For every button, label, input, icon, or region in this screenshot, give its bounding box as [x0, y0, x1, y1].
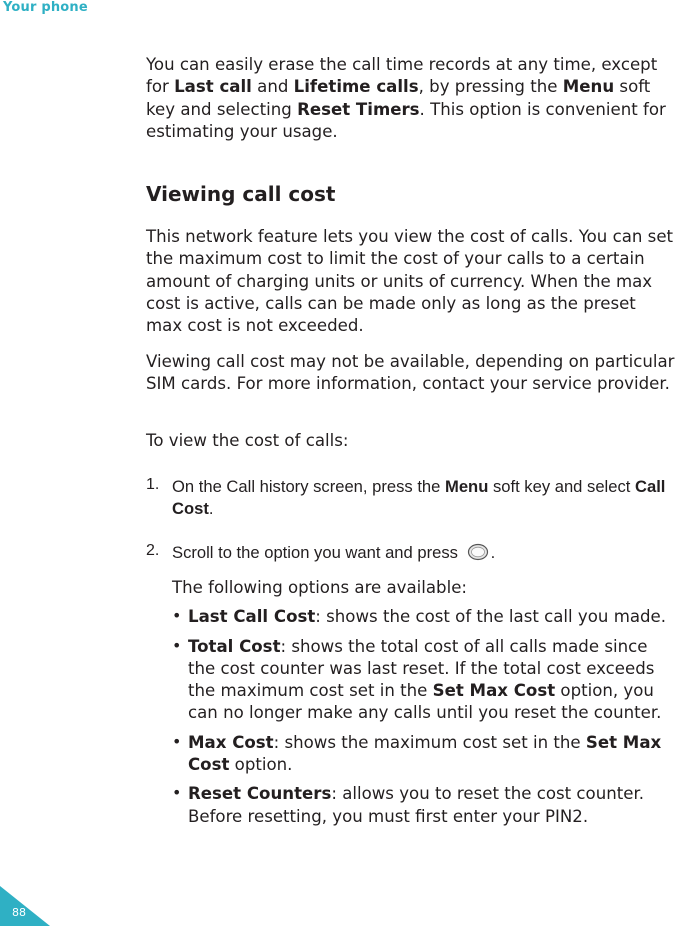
step-1-text-c: .: [208, 499, 214, 519]
bullet-dot: •: [172, 783, 182, 803]
option-desc: : allows you to reset the cost counter. Before resetting, you must first enter your PIN2.: [188, 784, 645, 826]
option-name: Max Cost: [188, 732, 274, 752]
intro-bold-menu: Menu: [562, 77, 615, 97]
bullet-dot: •: [172, 731, 182, 751]
option-desc-a: : shows the total cost of all calls made since the cost counter was last reset. If the total cost exceeds the maximum cost set in the: [188, 636, 655, 701]
option-desc: : shows the cost of the last call you made.: [315, 607, 667, 627]
intro-text-2: and: [251, 77, 294, 97]
step-1-bold-menu: Menu: [445, 477, 489, 496]
option-last-call-cost: [172, 606, 675, 628]
intro-text-4: soft key and selecting: [146, 77, 651, 119]
step-1-text: [172, 476, 675, 521]
step-2: [146, 542, 675, 564]
section-paragraph-2: Viewing call cost may not be available, depending on particular SIM cards. For more information, contact your service provider.: [146, 352, 675, 394]
page-number: 88: [12, 906, 26, 919]
step-1: [146, 476, 675, 521]
step-2-text-a: Scroll to the option you want and press: [172, 543, 463, 562]
section-heading: Viewing call cost: [146, 182, 336, 206]
ok-button-icon: [467, 543, 489, 561]
step-2-text-b: .: [490, 543, 496, 562]
option-bold-ref: Set Max Cost: [432, 681, 556, 701]
bullet-dot: •: [172, 635, 182, 655]
step-2-text: [172, 542, 675, 564]
bullet-dot: •: [172, 606, 182, 626]
step-2-number: 2.: [146, 542, 160, 559]
option-bold-ref: Set Max Cost: [188, 732, 662, 775]
options-block: [172, 577, 675, 828]
step-1-text-a: On the Call history screen, press the: [172, 477, 445, 496]
option-name: Reset Counters: [188, 784, 332, 804]
option-desc-b: option, you can no longer make any calls until you reset the counter.: [188, 681, 662, 723]
section-paragraph-1: This network feature lets you view the cost of calls. You can set the maximum cost to limit the cost of your calls to a certain amount of charging units or units of currency. When the max cost is active, calls can be made only as long as the preset max cost is not exceeded.: [146, 227, 674, 336]
option-total-cost: [172, 636, 675, 725]
intro-text-5: . This option is convenient for estimating your usage.: [146, 99, 666, 141]
intro-text-1: You can easily erase the call time records at any time, except for: [146, 55, 658, 97]
intro-bold-reset-timers: Reset Timers: [297, 99, 420, 119]
intro-text-3: , by pressing the: [418, 77, 563, 97]
intro-paragraph: [146, 54, 675, 143]
option-desc-a: : shows the maximum cost set in the: [273, 732, 586, 752]
option-max-cost: [172, 732, 675, 777]
step-1-bold-call-cost: Call Cost: [172, 477, 666, 519]
option-desc-b: option.: [229, 755, 293, 775]
section-paragraph-3: To view the cost of calls:: [146, 431, 349, 450]
step-1-text-b: soft key and select: [488, 477, 635, 496]
options-intro: The following options are available:: [172, 578, 468, 597]
intro-bold-lifetime-calls: Lifetime calls: [293, 77, 419, 97]
option-name: Total Cost: [188, 636, 281, 656]
intro-bold-last-call: Last call: [174, 77, 252, 97]
option-name: Last Call Cost: [188, 607, 316, 627]
section-header: Your phone: [3, 0, 88, 15]
step-1-number: 1.: [146, 476, 160, 493]
option-reset-counters: [172, 783, 675, 828]
